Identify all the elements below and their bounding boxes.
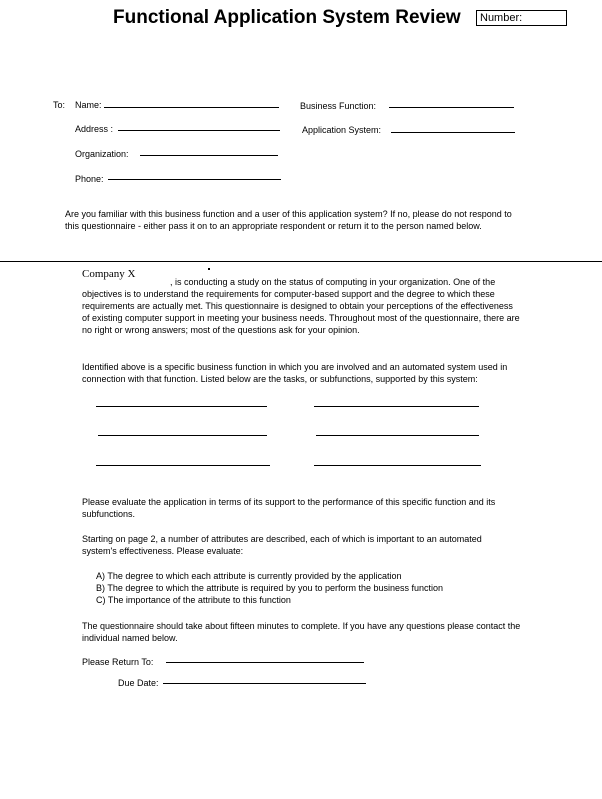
list-item: A) The degree to which each attribute is currently provided by the application [96, 571, 402, 581]
task-line-1[interactable] [96, 406, 267, 407]
evaluation-list [96, 570, 526, 606]
due-date-label: Due Date: [118, 678, 159, 688]
business-function-field[interactable] [389, 107, 514, 108]
organization-field[interactable] [140, 155, 278, 156]
application-system-label: Application System: [302, 125, 382, 135]
name-label: Name: [75, 100, 102, 110]
phone-label: Phone: [75, 174, 104, 184]
to-label: To: [53, 100, 66, 110]
evaluate-paragraph: Please evaluate the application in terms of its support to the performance of this specific function and its subfunctions. [82, 497, 496, 519]
business-function-label: Business Function: [300, 101, 377, 111]
task-line-2[interactable] [314, 406, 479, 407]
task-line-6[interactable] [314, 465, 481, 466]
divider [0, 261, 602, 262]
list-item: B) The degree to which the attribute is required by you to perform the business function [96, 583, 444, 593]
duration-paragraph: The questionnaire should take about fifteen minutes to complete. If you have any questions please contact the individual named below. [82, 621, 521, 643]
tasks-paragraph: Identified above is a specific business function in which you are involved and an automated system used in connection with that function. Listed below are the tasks, or subfunctions, supported by this system: [82, 362, 508, 384]
attributes-paragraph: Starting on page 2, a number of attributes are described, each of which is important to an automated system's effectiveness. Please evaluate: [82, 534, 482, 556]
return-to-field[interactable] [166, 662, 364, 663]
page-title: Functional Application System Review [113, 7, 461, 28]
application-system-field[interactable] [391, 132, 515, 133]
task-line-4[interactable] [316, 435, 479, 436]
number-field[interactable]: Number: [476, 10, 567, 26]
company-name: Company X [82, 268, 136, 280]
address-field[interactable] [118, 130, 280, 131]
intro-paragraph: , is conducting a study on the status of computing in your organization. One of the objectives is to understand the requirements for computer-based support and the degree to which these requirements are actually met. This questionnaire is designed to obtain your perceptions of the effectiveness of existing computer support in meeting your business needs. Throughout most of the questionnaire, there are no right or wrong answers; most of the questions ask for your opinion. [82, 277, 520, 335]
address-label: Address : [75, 124, 114, 134]
return-to-label: Please Return To: [82, 657, 154, 667]
task-line-5[interactable] [96, 465, 270, 466]
due-date-field[interactable] [163, 683, 366, 684]
organization-label: Organization: [75, 149, 129, 159]
phone-field[interactable] [108, 179, 281, 180]
mark-dot [208, 268, 210, 270]
intro-text: Are you familiar with this business function and a user of this application system? If no, please do not respond to this questionnaire - either pass it on to an appropriate respondent or return it to the person named below. [65, 209, 512, 231]
list-item: C) The importance of the attribute to this function [96, 595, 291, 605]
task-line-3[interactable] [98, 435, 267, 436]
name-field[interactable] [104, 107, 279, 108]
